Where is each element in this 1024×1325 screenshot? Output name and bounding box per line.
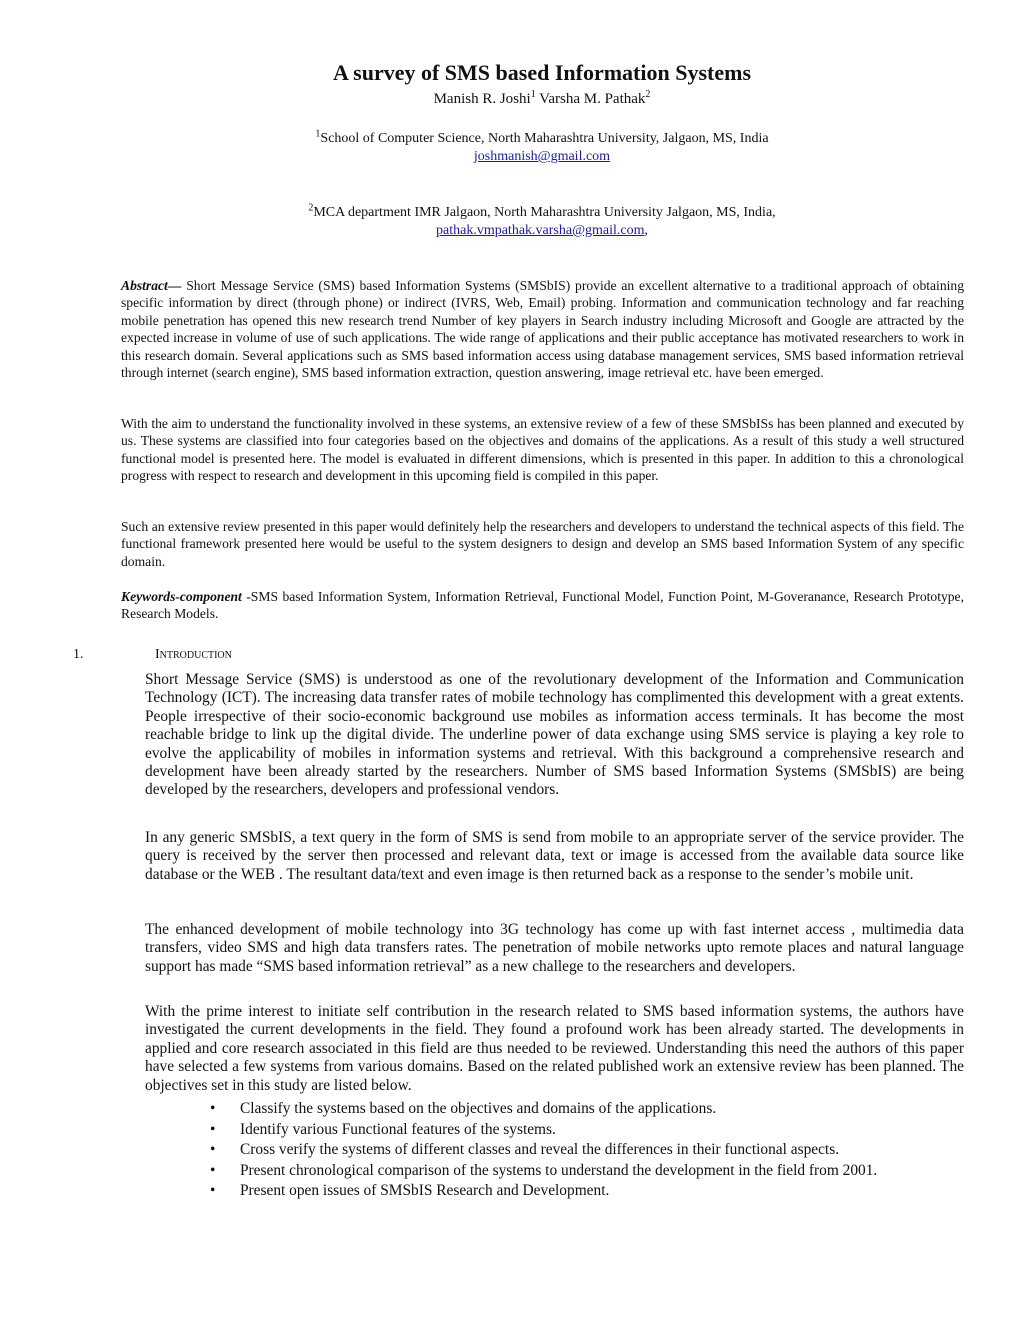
list-item bbox=[210, 1120, 877, 1141]
objectives-list bbox=[210, 1099, 877, 1202]
list-item-text: Identify various Functional features of the systems. bbox=[240, 1120, 556, 1138]
list-item-text: Present open issues of SMSbIS Research and Development. bbox=[240, 1182, 610, 1200]
bullet-icon: • bbox=[210, 1120, 216, 1138]
abstract-paragraph: With the aim to understand the functionality involved in these systems, an extensive review of a few of these SMSbISs has been planned and executed by us. These systems are classified into four categories based on the objectives and domains of the applications. As a result of this study a well structured functional model is presented here. The model is evaluated in different dimensions, which is presented in this paper. In addition to this a chronological progress with respect to research and development in this upcoming field is compiled in this paper. bbox=[121, 416, 964, 484]
body-paragraph: Short Message Service (SMS) is understood as one of the revolutionary development of the Information and Communication Technology (ICT). The increasing data transfer rates of mobile technology has complimented this development with a great extents. People irrespective of their socio-economic background use mobiles as information access terminals. It has become the most reachable bridge to link up the digital divide. The underline power of data exchange using SMS service is playing a key role to evolve the applicability of mobiles in information systems and retrieval. With this background a comprehensive research and development have been already started by the researchers. Number of SMS based Information Systems (SMSbIS) are being developed by the researchers, developers and professional vendors. bbox=[145, 671, 964, 799]
list-item-text: Cross verify the systems of different classes and reveal the differences in their functional aspects. bbox=[240, 1141, 840, 1159]
affiliation-mark: 2 bbox=[645, 89, 651, 100]
affiliation-mark: 1 bbox=[315, 128, 321, 140]
keywords-text: -SMS based Information System, Information Retrieval, Functional Model, Function Point, M-Goveranance, Research Prototype, Research Models. bbox=[121, 589, 964, 622]
keywords bbox=[121, 588, 964, 623]
affiliation-text: School of Computer Science, North Maharashtra University, Jalgaon, MS, India bbox=[320, 131, 769, 146]
abstract-text: Short Message Service (SMS) based Information Systems (SMSbIS) provide an excellent alternative to a traditional approach of obtaining specific information by direct (through phone) or indirect (IVRS, Web, Email) probing. Information and communication technology and far reaching mobile penetration has opened this new research trend Number of key players in Search industry including Microsoft and Google are attracted by the expected increase in volume of use of such applications. The wide range of applications and their public acceptance has motivated researchers to work in this research domain. Several applications such as SMS based information access using database management services, SMS based information retrieval through internet (search engine), SMS based information extraction, question answering, image retrieval etc. have been emerged. bbox=[121, 278, 964, 381]
bullet-icon: • bbox=[210, 1161, 216, 1179]
affiliation-text: MCA department IMR Jalgaon, North Maharashtra University Jalgaon, MS, India, bbox=[313, 205, 776, 220]
bullet-icon: • bbox=[210, 1182, 216, 1200]
affiliation-1 bbox=[0, 130, 1024, 166]
author-name: Manish R. Joshi bbox=[433, 91, 531, 107]
list-item-text: Classify the systems based on the objectives and domains of the applications. bbox=[240, 1100, 717, 1117]
list-item bbox=[210, 1099, 877, 1120]
affiliation-2 bbox=[0, 204, 1024, 240]
section-number: 1. bbox=[73, 647, 84, 662]
email-link[interactable]: pathak.vmpathak.varsha@gmail.com bbox=[436, 223, 645, 238]
author-name: Varsha M. Pathak bbox=[539, 91, 646, 107]
email-suffix: , bbox=[644, 223, 648, 238]
affiliation-mark: 1 bbox=[530, 89, 536, 100]
body-paragraph: The enhanced development of mobile technology into 3G technology has come up with fast internet access , multimedia data transfers, video SMS and high data transfers rates. The penetration of mobile networks upto remote places and natural language support has made “SMS based information retrieval” as a new challege to the researchers and developers. bbox=[145, 921, 964, 975]
abstract-paragraph bbox=[121, 277, 964, 381]
author-line bbox=[0, 91, 1024, 108]
section-title: Introduction bbox=[155, 647, 232, 662]
abstract-paragraph: Such an extensive review presented in this paper would definitely help the researchers and developers to understand the technical aspects of this field. The functional framework presented here would be useful to the system designers to design and develop an SMS based Information System of any specific domain. bbox=[121, 519, 964, 569]
list-item-text: Present chronological comparison of the systems to understand the development in the field from 2001. bbox=[240, 1161, 878, 1179]
body-paragraph: With the prime interest to initiate self contribution in the research related to SMS based information systems, the authors have investigated the current developments in the field. They found a profound work has been already started. The developments in applied and core research associated in this field are thus needed to be reviewed. Understanding this need the authors of this paper have selected a few systems from various domains. Based on the related published work an extensive review has been planned. The objectives set in this study are listed below. bbox=[145, 1003, 964, 1094]
list-item bbox=[210, 1181, 877, 1202]
list-item bbox=[210, 1140, 877, 1161]
email-link[interactable]: joshmanish@gmail.com bbox=[473, 149, 611, 164]
affiliation-mark: 2 bbox=[308, 202, 314, 214]
bullet-icon: • bbox=[210, 1100, 216, 1117]
list-item bbox=[210, 1161, 877, 1182]
paper-title: A survey of SMS based Information Systems bbox=[332, 60, 752, 85]
bullet-icon: • bbox=[210, 1141, 216, 1159]
abstract-lead: Abstract— bbox=[121, 278, 182, 293]
body-paragraph: In any generic SMSbIS, a text query in the form of SMS is send from mobile to an appropriate server of the service provider. The query is received by the server then processed and relevant data, text or image is accessed from the available data source like database or the WEB . The resultant data/text and even image is then returned back as a response to the sender’s mobile unit. bbox=[145, 829, 964, 883]
keywords-lead: Keywords-component bbox=[121, 589, 242, 604]
